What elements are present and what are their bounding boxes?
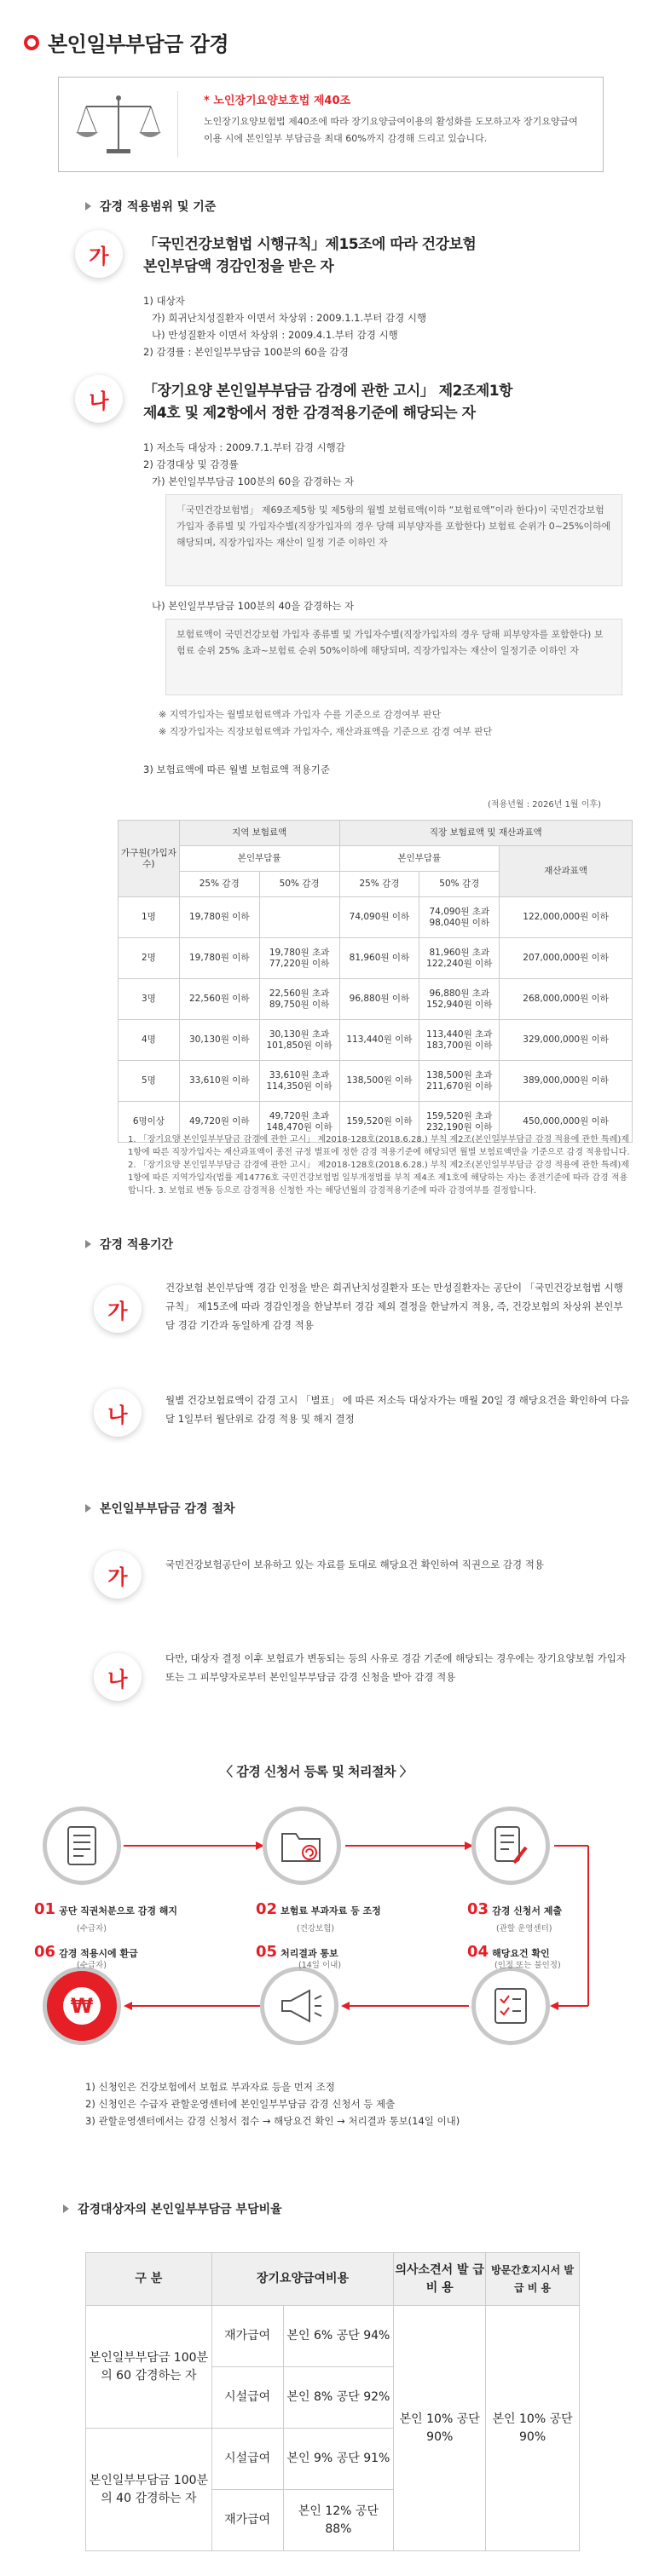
th-25: 25% 감경 [179,872,259,897]
step1-sub: (수급자) [77,1924,107,1933]
period-na-text: 월별 건강보험료액이 감경 고시 「별표」 에 따른 저소득 대상자가는 매월 20일 경 해당요건을 확인하여 다음달 1일부터 월단위로 감경 적용 및 해지 결정 [165,1394,630,1425]
step3-sub: (관할 운영센터) [496,1924,552,1933]
th-work: 직장 보험료액 및 재산과표액 [339,821,633,846]
note: ※ 지역가입자는 월별보험료액과 가입자 수를 기준으로 감경여부 판단 [159,709,442,720]
na-line: 2) 감경대상 및 감경률 [143,458,239,470]
table-date: (적용년월 : 2026년 1월 이후) [488,800,601,810]
table-row: 3명 22,560원 이하 22,560원 초과 89,750원 이하 96,880원 이하 96,880원 초과 152,940원 이하 268,000,000원 이하 [119,979,633,1020]
na-line: 나) 본인일부부담금 100분의 40을 감경하는 자 [152,600,355,612]
ga-line: 나) 만성질환자 이면서 차상위 : 2009.4.1.부터 감경 시행 [152,329,398,341]
th-care: 장기요양급여비용 [211,2253,394,2306]
table-caption: 3) 보험료액에 따른 월별 보험료액 적용기준 [143,764,330,775]
table-row: 5명 33,610원 이하 33,610원 초과 114,350원 이하 138,500원 이하 138,500원 초과 211,670원 이하 389,000,000원 이하 [119,1061,633,1102]
svg-text:₩: ₩ [70,1994,94,2018]
title-ring-icon [24,35,39,50]
period-ga-text: 건강보험 본인부담액 경감 인정을 받은 희귀난치성질환자 또는 만성질환자는 공단이 「국민건강보험법 시행 규칙」 제15조에 따라 경감인정을 한날부터 경감 제외 결정을 한날까지 적용, 즉, 건강보험의 차상위 본인부담 경감 기간과 동일하게 감경 적용 [165,1282,623,1331]
th-50: 50% 감경 [259,872,339,897]
step1-label: 01 공단 직권처분으로 감경 해지 [34,1900,178,1918]
premium-table [118,820,633,1143]
badge-na: 나 [94,1389,142,1437]
th-doc: 의사소견서 발 급 비 용 [394,2253,486,2306]
document-list-icon [65,1825,99,1866]
section-procedure: 본인일부부담금 감경 절차 [85,1500,235,1517]
ga-line: 1) 대상자 [143,295,185,307]
won-coin-icon [61,1985,103,2027]
ga-title-2: 본인부담액 경감인정을 받은 자 [143,258,334,275]
na-title-2: 제4호 및 제2항에서 정한 감경적용기준에 해당되는 자 [143,405,476,422]
step2-sub: (건강보험) [297,1924,335,1933]
checklist-icon [492,1985,529,2026]
th-self2: 본인부담률 [339,846,500,872]
th-region: 지역 보험료액 [179,821,339,846]
step6-sub: (수급자) [77,1961,107,1970]
th-type: 구 분 [86,2253,212,2306]
group-60: 본인일부부담금 100분의 60 감경하는 자 [86,2306,212,2429]
group-40: 본인일부부담금 100분의 40 감경하는 자 [86,2429,212,2551]
table-row: 1명 19,780원 이하 74,090원 이하 74,090원 초과 98,040원 이하 122,000,000원 이하 [119,897,633,938]
procedure-ga-text: 국민건강보험공단이 보유하고 있는 자료를 토대로 해당요건 확인하여 직권으로 감경 적용 [165,1559,544,1570]
table-row: 4명 30,130원 이하 30,130원 초과 101,850원 이하 113,440원 이하 113,440원 초과 183,700원 이하 329,000,000원 이하 [119,1020,633,1061]
flow-heading: 〈 감경 신청서 등록 및 처리절차 〉 [220,1764,413,1779]
step5-label: 05 처리결과 통보 [256,1943,338,1961]
th-visit: 방문간호지시서 발 급 비 용 [486,2253,580,2306]
ga-line: 가) 희귀난치성질환자 이면서 차상위 : 2009.1.1.부터 감경 시행 [152,312,427,324]
step4-sub: (인정 또는 불인정) [494,1961,561,1970]
section-scope: 감경 적용범위 및 기준 [85,198,216,215]
table-row: 6명이상 49,720원 이하 49,720원 초과 148,470원 이하 159,520원 이하 159,520원 초과 232,190원 이하 450,000,000원 이하 [119,1102,633,1143]
scale-icon [76,91,178,158]
flow-note: 3) 관할운영센터에서는 감경 신청서 접수 → 해당요건 확인 → 처리결과 통보(14일 이내) [85,2115,460,2127]
criteria-box-40: 보험료액이 국민건강보험 가입자 종류별 및 가입자수별(직장가입자의 경우 당해 피부양자를 포함한다) 보험료 순위 25% 초과~보험료 순위 50%이하에 해당되며, 직장가입자는 재산이 일정기준 이하인 자 [165,619,622,695]
th-asset: 재산과표액 [500,846,633,897]
na-line: 1) 저소득 대상자 : 2009.7.1.부터 감경 시행감 [143,441,345,453]
step2-circle [263,1807,341,1885]
page-title: 본인일부부담금 감경 [24,27,228,57]
step5-sub: (14일 이내) [298,1961,342,1970]
criteria-box-60: 「국민건강보험법」 제69조제5항 및 제5항의 월별 보험료액(이하 “보험료액”이라 한다)이 국민건강보험 가입자 종류별 및 가입자수별(직장가입자의 경우 당해 피부양자를 포함한다) 보험료 순위가 0~25%이하에 해당되며, 직장가입자는 재산이 일정 기준 이하인 자 [165,494,622,586]
doc-rate: 본인 10% 공단 90% [394,2306,486,2551]
badge-na: 나 [94,1653,142,1701]
badge-ga: 가 [75,230,123,278]
na-line: 가) 본인일부부담금 100분의 60을 감경하는 자 [152,475,355,487]
law-heading: * 노인장기요양보호법 제40조 [204,95,351,107]
ga-line: 2) 감경률 : 본인일부부담금 100분의 60을 감경 [143,346,349,358]
megaphone-icon [275,1987,323,2025]
step6-label: 06 감경 적용시에 환급 [34,1943,138,1961]
badge-ga: 가 [94,1551,142,1599]
step2-label: 02 보험료 부과자료 등 조정 [256,1900,381,1918]
table-row: 2명 19,780원 이하 19,780원 초과 77,220원 이하 81,960원 이하 81,960원 초과 122,240원 이하 207,000,000원 이하 [119,938,633,979]
document-pen-icon [492,1825,529,1866]
flow-note: 2) 신청인은 수급자 관할운영센터에 본인일부부담금 감경 신청서 등 제출 [85,2098,396,2110]
law-body: 노인장기요양보험법 제40조에 따라 장기요양급여이용의 활성화를 도모하고자 장기요양급여이용 시에 본인일부 부담금을 최대 60%까지 감경해 드리고 있습니다. [204,116,578,144]
ga-title-1: 「국민건강보험법 시행규칙」제15조에 따라 건강보험 [143,236,477,253]
step3-circle [471,1807,550,1885]
step6-circle [43,1967,121,2045]
th-25b: 25% 감경 [339,872,419,897]
step1-circle [43,1807,121,1885]
badge-ga: 가 [94,1285,142,1333]
section-ratio: 감경대상자의 본인일부부담금 부담비율 [63,2200,282,2217]
procedure-na-text: 다만, 대상자 결정 이후 보험료가 변동되는 등의 사유로 경감 기준에 해당되는 경우에는 장기요양보험 가입자 또는 그 피부양자로부터 본인일부부담금 감경 신청을 받아 감경 적용 [165,1652,626,1683]
step3-label: 03 감경 신청서 제출 [467,1900,563,1918]
law-box [58,77,604,172]
bullet-icon [85,1240,91,1248]
bullet-icon [63,2204,69,2213]
folder-icon [280,1827,323,1864]
badge-na: 나 [75,375,123,423]
bullet-icon [85,1504,91,1513]
th-50b: 50% 감경 [419,872,500,897]
na-title-1: 「장기요양 본인일부부담금 감경에 관한 고시」 제2조제1항 [143,383,513,400]
section-period: 감경 적용기간 [85,1236,173,1253]
note: ※ 직장가입자는 직장보험료액과 가입자수, 재산과표액을 기준으로 감경 여부 판단 [159,726,493,737]
visit-rate: 본인 10% 공단 90% [486,2306,580,2551]
footnote: 1. 「장기요양 본인일부부담금 감경에 관한 고시」 제2018-128호(2018.6.28.) 부칙 제2조(본인일부부담금 감경 적용에 관한 특례)제1항에 따른 직장가입자는 재산과표액이 종전 규정 별표에 정한 감경 적용기준에 해당되면 월별 보험료액만을 기준으로 감경 적용합니다. 2. 「장기요양 본인일부부담금 감경에 관한 고시」 제2018-128호(2018.6.28.) 부칙 제2조(본인일부부담금 감경 적용에 관한 특례)제1항에 따른 지역가입자(법률 제14776호 국민건강보험법 일부개정법률 부칙 제4조 제1호에 해당하는 자)는 종전기준에 따라 감경 적용합니다. 3. 보험료 변동 등으로 감경적용 신청한 자는 해당년월의 감경적용기준에 따라 감경여부를 결정합니다. [128,1135,630,1196]
th-family: 가구원(가입자수) [119,821,180,897]
step5-circle [260,1967,338,2045]
step4-label: 04 해당요건 확인 [467,1943,550,1961]
step4-circle [471,1967,550,2045]
ratio-table: 구 분 장기요양급여비용 의사소견서 발 급 비 용 방문간호지시서 발 급 비 용 본인일부부담금 100분의 60 감경하는 자 재가급여 본인 6% 공단 94% 본인 10% 공단 90% 본인 10% 공단 90% 시설급여 본인 8% 공단 92% 본인일부부담금 100분의 40 감경하는 자 시설급여 본인 9% 공단 91% 재가급여 본인 12% 공단 88% [85,2252,580,2551]
bullet-icon [85,202,91,210]
th-self: 본인부담률 [179,846,339,872]
flow-note: 1) 신청인은 건강보험에서 보험료 부과자료 등을 먼저 조정 [85,2081,335,2093]
